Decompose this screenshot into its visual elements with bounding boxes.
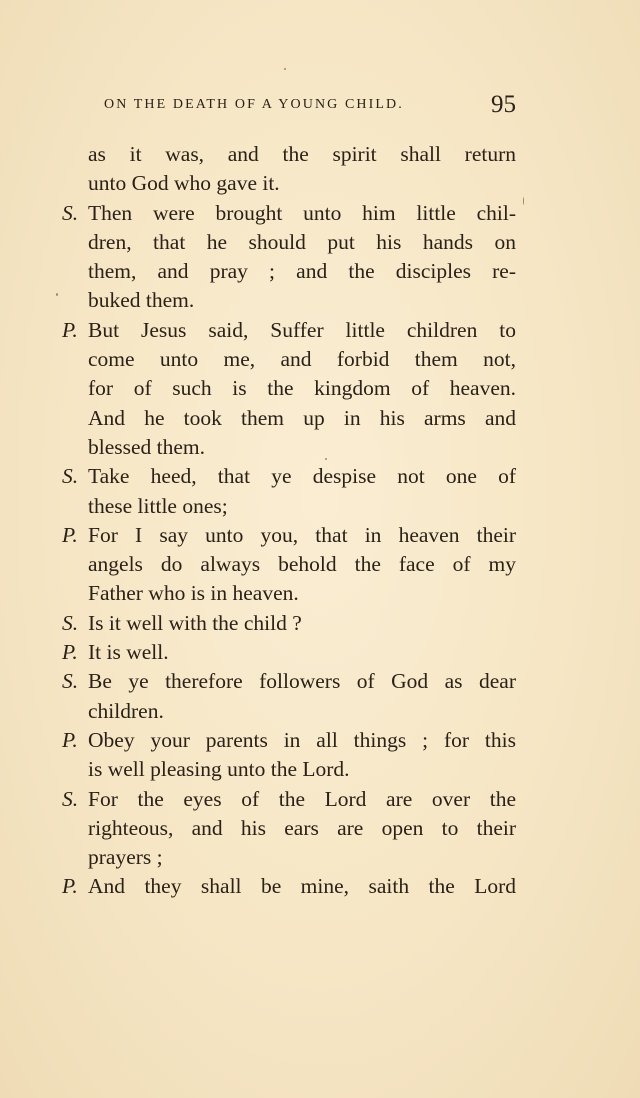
text-line — [62, 579, 516, 608]
line-text: come unto me, and forbid them not, — [88, 347, 516, 372]
text-line — [62, 345, 516, 374]
text-line — [62, 872, 516, 901]
line-text: blessed them. — [88, 434, 206, 459]
line-text: buked them. — [88, 288, 195, 313]
line-text: Be ye therefore followers of God as dear — [88, 669, 516, 694]
text-line — [62, 492, 516, 521]
paper-speck — [523, 197, 524, 205]
text-line — [62, 433, 516, 462]
line-text: Take heed, that ye despise not one of — [88, 464, 516, 489]
line-text: dren, that he should put his hands on — [88, 229, 516, 254]
line-text: angels do always behold the face of my — [88, 552, 516, 577]
running-head-title: ON THE DEATH OF A YOUNG CHILD. — [104, 97, 404, 112]
line-text: Obey your parents in all things ; for this — [88, 727, 516, 752]
speaker-label: P. — [62, 727, 78, 752]
text-line — [62, 316, 516, 345]
line-text: Then were brought unto him little chil- — [88, 200, 516, 225]
line-text: Is it well with the child ? — [88, 610, 302, 635]
speaker-label: P. — [62, 317, 78, 342]
paper-speck — [284, 68, 286, 70]
text-line — [62, 550, 516, 579]
text-line — [62, 667, 516, 696]
speaker-label: S. — [62, 786, 79, 811]
line-text: For I say unto you, that in heaven their — [88, 522, 516, 547]
line-text: Father who is in heaven. — [88, 581, 299, 606]
speaker-label: S. — [62, 200, 79, 225]
line-text: And he took them up in his arms and — [88, 405, 516, 430]
line-text: And they shall be mine, saith the Lord — [88, 874, 516, 899]
speaker-label: S. — [62, 610, 79, 635]
line-text: unto God who gave it. — [88, 171, 280, 196]
text-line — [62, 521, 516, 550]
text-line — [62, 755, 516, 784]
line-text: But Jesus said, Suffer little children to — [88, 317, 516, 342]
line-text: righteous, and his ears are open to their — [88, 815, 516, 840]
line-text: them, and pray ; and the disciples re- — [88, 259, 516, 284]
page-number: 95 — [491, 91, 516, 118]
text-line — [62, 726, 516, 755]
line-text: children. — [88, 698, 164, 723]
paper-speck — [325, 458, 327, 460]
text-line — [62, 462, 516, 491]
text-line — [62, 169, 516, 198]
running-head — [104, 91, 516, 121]
speaker-label: S. — [62, 669, 79, 694]
text-line — [62, 374, 516, 403]
text-line — [62, 228, 516, 257]
text-line — [62, 638, 516, 667]
text-line — [62, 814, 516, 843]
speaker-label: P. — [62, 640, 78, 665]
line-text: these little ones; — [88, 493, 228, 518]
line-text: It is well. — [88, 640, 169, 665]
speaker-label: S. — [62, 464, 79, 489]
paper-speck — [56, 293, 58, 296]
speaker-label: P. — [62, 522, 78, 547]
dialogue-text — [62, 140, 516, 902]
line-text: For the eyes of the Lord are over the — [88, 786, 516, 811]
text-line — [62, 404, 516, 433]
text-line — [62, 609, 516, 638]
line-text: is well pleasing unto the Lord. — [88, 757, 350, 782]
text-line — [62, 140, 516, 169]
text-line — [62, 199, 516, 228]
line-text: prayers ; — [88, 845, 163, 870]
line-text: as it was, and the spirit shall return — [88, 142, 516, 166]
text-line — [62, 785, 516, 814]
text-line — [62, 257, 516, 286]
speaker-label: P. — [62, 874, 78, 899]
text-line — [62, 843, 516, 872]
line-text: for of such is the kingdom of heaven. — [88, 376, 516, 401]
text-line — [62, 697, 516, 726]
text-line — [62, 286, 516, 315]
